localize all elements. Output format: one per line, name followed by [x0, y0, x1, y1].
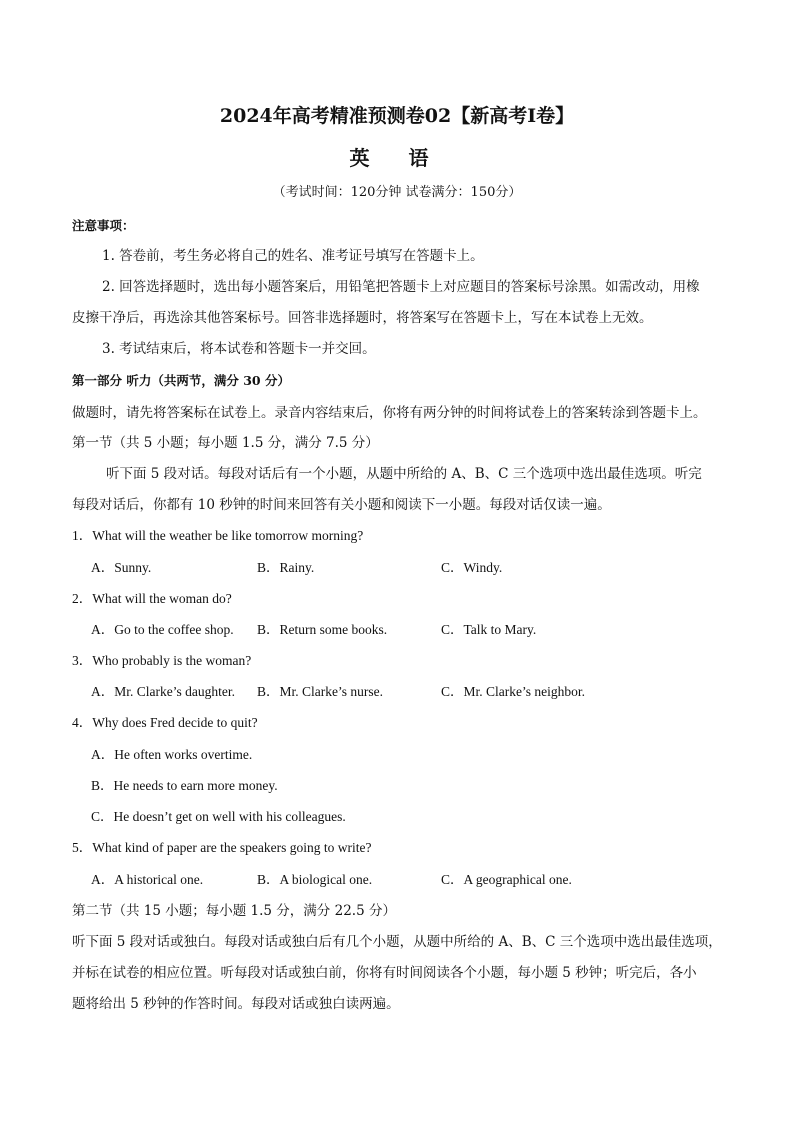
exam-time-info: （考试时间：120分钟 试卷满分：150分）	[272, 185, 522, 200]
question-2: 2．What will the woman do?	[72, 591, 232, 606]
notes-item-2-line-2: 皮擦干净后，再选涂其他答案标号。回答非选择题时，将答案写在答题卡上，写在本试卷上无效。	[72, 310, 653, 326]
notes-item-3: 3. 考试结束后，将本试卷和答题卡一并交回。	[102, 341, 376, 357]
section1-instruction-line-2: 每段对话后，你都有 10 秒钟的时间来回答有关小题和阅读下一小题。每段对话仅读一遍。	[72, 497, 611, 513]
subject-title: 英 语	[349, 146, 445, 170]
question-5: 5．What kind of paper are the speakers going to write?	[72, 840, 372, 855]
section1-instruction-line-1: 听下面 5 段对话。每段对话后有一个小题，从题中所给的 A、B、C 三个选项中选出最佳选项。听完	[106, 466, 702, 482]
q5-option-a: A．A historical one.	[91, 872, 204, 887]
section2-instruction-line-2: 并标在试卷的相应位置。听每段对话或独白前，你将有时间阅读各个小题，每小题 5 秒钟；听完后，各小	[72, 965, 697, 981]
q5-option-b: B．A biological one.	[257, 872, 373, 887]
q4-option-a: A．He often works overtime.	[91, 747, 253, 762]
section2-heading: 第二节（共 15 小题；每小题 1.5 分，满分 22.5 分）	[72, 903, 396, 919]
section2-instruction-line-3: 题将给出 5 秒钟的作答时间。每段对话或独白读两遍。	[72, 996, 400, 1012]
q2-option-a: A．Go to the coffee shop.	[91, 622, 234, 637]
question-1: 1．What will the weather be like tomorrow morning?	[72, 528, 364, 543]
notes-heading: 注意事项：	[72, 218, 135, 233]
question-3: 3．Who probably is the woman?	[72, 653, 252, 668]
part1-heading: 第一部分 听力（共两节，满分 30 分）	[72, 373, 290, 388]
exam-title: 2024年高考精准预测卷02【新高考I卷】	[219, 105, 575, 127]
notes-item-2-line-1: 2. 回答选择题时，选出每小题答案后，用铅笔把答题卡上对应题目的答案标号涂黑。如需改动，用橡	[102, 279, 700, 295]
part1-instruction: 做题时，请先将答案标在试卷上。录音内容结束后，你将有两分钟的时间将试卷上的答案转涂到答题卡上。	[72, 405, 707, 421]
q3-option-c: C．Mr. Clarke’s neighbor.	[441, 684, 585, 699]
section1-heading: 第一节（共 5 小题；每小题 1.5 分，满分 7.5 分）	[72, 435, 379, 451]
q2-option-c: C．Talk to Mary.	[441, 622, 537, 637]
notes-item-1: 1. 答卷前，考生务必将自己的姓名、准考证号填写在答题卡上。	[102, 248, 484, 264]
q1-option-a: A．Sunny.	[91, 560, 152, 575]
q4-option-b: B．He needs to earn more money.	[91, 778, 278, 793]
q1-option-b: B．Rainy.	[257, 560, 315, 575]
question-4: 4．Why does Fred decide to quit?	[72, 715, 258, 730]
q4-option-c: C．He doesn’t get on well with his colleagues.	[91, 809, 346, 824]
q2-option-b: B．Return some books.	[257, 622, 388, 637]
q3-option-b: B．Mr. Clarke’s nurse.	[257, 684, 383, 699]
q1-option-c: C．Windy.	[441, 560, 503, 575]
q5-option-c: C．A geographical one.	[441, 872, 572, 887]
section2-instruction-line-1: 听下面 5 段对话或独白。每段对话或独白后有几个小题，从题中所给的 A、B、C 三个选项中选出最佳选项，	[72, 934, 722, 950]
q3-option-a: A．Mr. Clarke’s daughter.	[91, 684, 235, 699]
